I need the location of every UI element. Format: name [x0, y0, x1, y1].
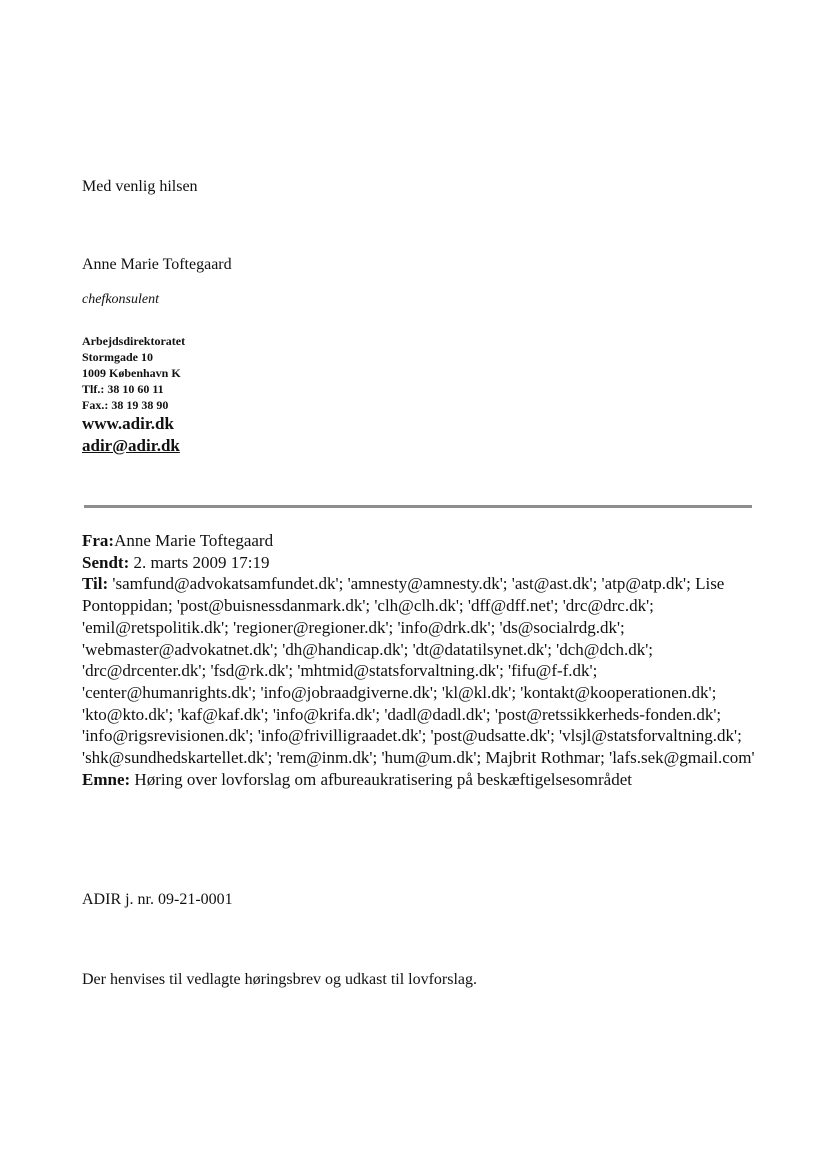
divider-line: [84, 505, 752, 508]
organization-address: [82, 333, 185, 413]
closing-greeting: Med venlig hilsen: [82, 178, 198, 195]
sender-name: Anne Marie Toftegaard: [82, 256, 232, 273]
from-value: Anne Marie Toftegaard: [114, 531, 274, 550]
website-link[interactable]: www.adir.dk: [82, 414, 174, 433]
email-header: [82, 530, 762, 790]
from-row: [82, 530, 762, 552]
sender-title: chefkonsulent: [82, 292, 159, 307]
to-recipients: 'samfund@advokatsamfundet.dk'; 'amnesty@amnesty.dk'; 'ast@ast.dk'; 'atp@atp.dk'; Lise Pontoppidan; 'post@buisnessdanmark.dk'; 'clh@clh.dk'; 'dff@dff.net'; 'drc@drc.dk'; 'emil@retspolitik.dk'; 'regioner@regioner.dk'; 'info@drk.dk'; 'ds@socialrdg.dk'; 'webmaster@advokatnet.dk'; 'dh@handicap.dk'; 'dt@datatilsynet.dk'; 'dch@dch.dk'; 'drc@drcenter.dk'; 'fsd@rk.dk'; 'mhtmid@statsforvaltning.dk'; 'fifu@f-f.dk'; 'center@humanrights.dk'; 'info@jobraadgiverne.dk'; 'kl@kl.dk'; 'kontakt@kooperationen.dk'; 'kto@kto.dk'; 'kaf@kaf.dk'; 'info@krifa.dk'; 'dadl@dadl.dk'; 'post@retssikkerheds-fonden.dk'; 'info@rigsrevisionen.dk'; 'info@frivilligraadet.dk'; 'post@udsatte.dk'; 'vlsjl@statsforvaltning.dk'; 'shk@sundhedskartellet.dk'; 'rem@inm.dk'; 'hum@um.dk'; Majbrit Rothmar; 'lafs.sek@gmail.com': [82, 574, 755, 768]
to-label: Til:: [82, 574, 109, 594]
from-label: Fra:: [82, 531, 115, 550]
subject-value: Høring over lovforslag om afbureaukratisering på beskæftigelsesområdet: [130, 769, 632, 789]
email-link[interactable]: adir@adir.dk: [82, 436, 180, 455]
to-row: [82, 573, 762, 768]
sent-value: 2. marts 2009 17:19: [129, 552, 270, 572]
org-city: 1009 København K: [82, 366, 181, 380]
subject-row: [82, 769, 762, 791]
sent-label: Sendt:: [82, 552, 130, 572]
org-fax: Fax.: 38 19 38 90: [82, 398, 169, 412]
org-street: Stormgade 10: [82, 350, 153, 364]
body-text: Der henvises til vedlagte høringsbrev og udkast til lovforslag.: [82, 971, 478, 988]
subject-label: Emne:: [82, 769, 131, 789]
org-phone: Tlf.: 38 10 60 11: [82, 382, 164, 396]
case-reference: ADIR j. nr. 09-21-0001: [82, 891, 233, 908]
org-name: Arbejdsdirektoratet: [82, 334, 186, 348]
sent-row: [82, 552, 762, 574]
